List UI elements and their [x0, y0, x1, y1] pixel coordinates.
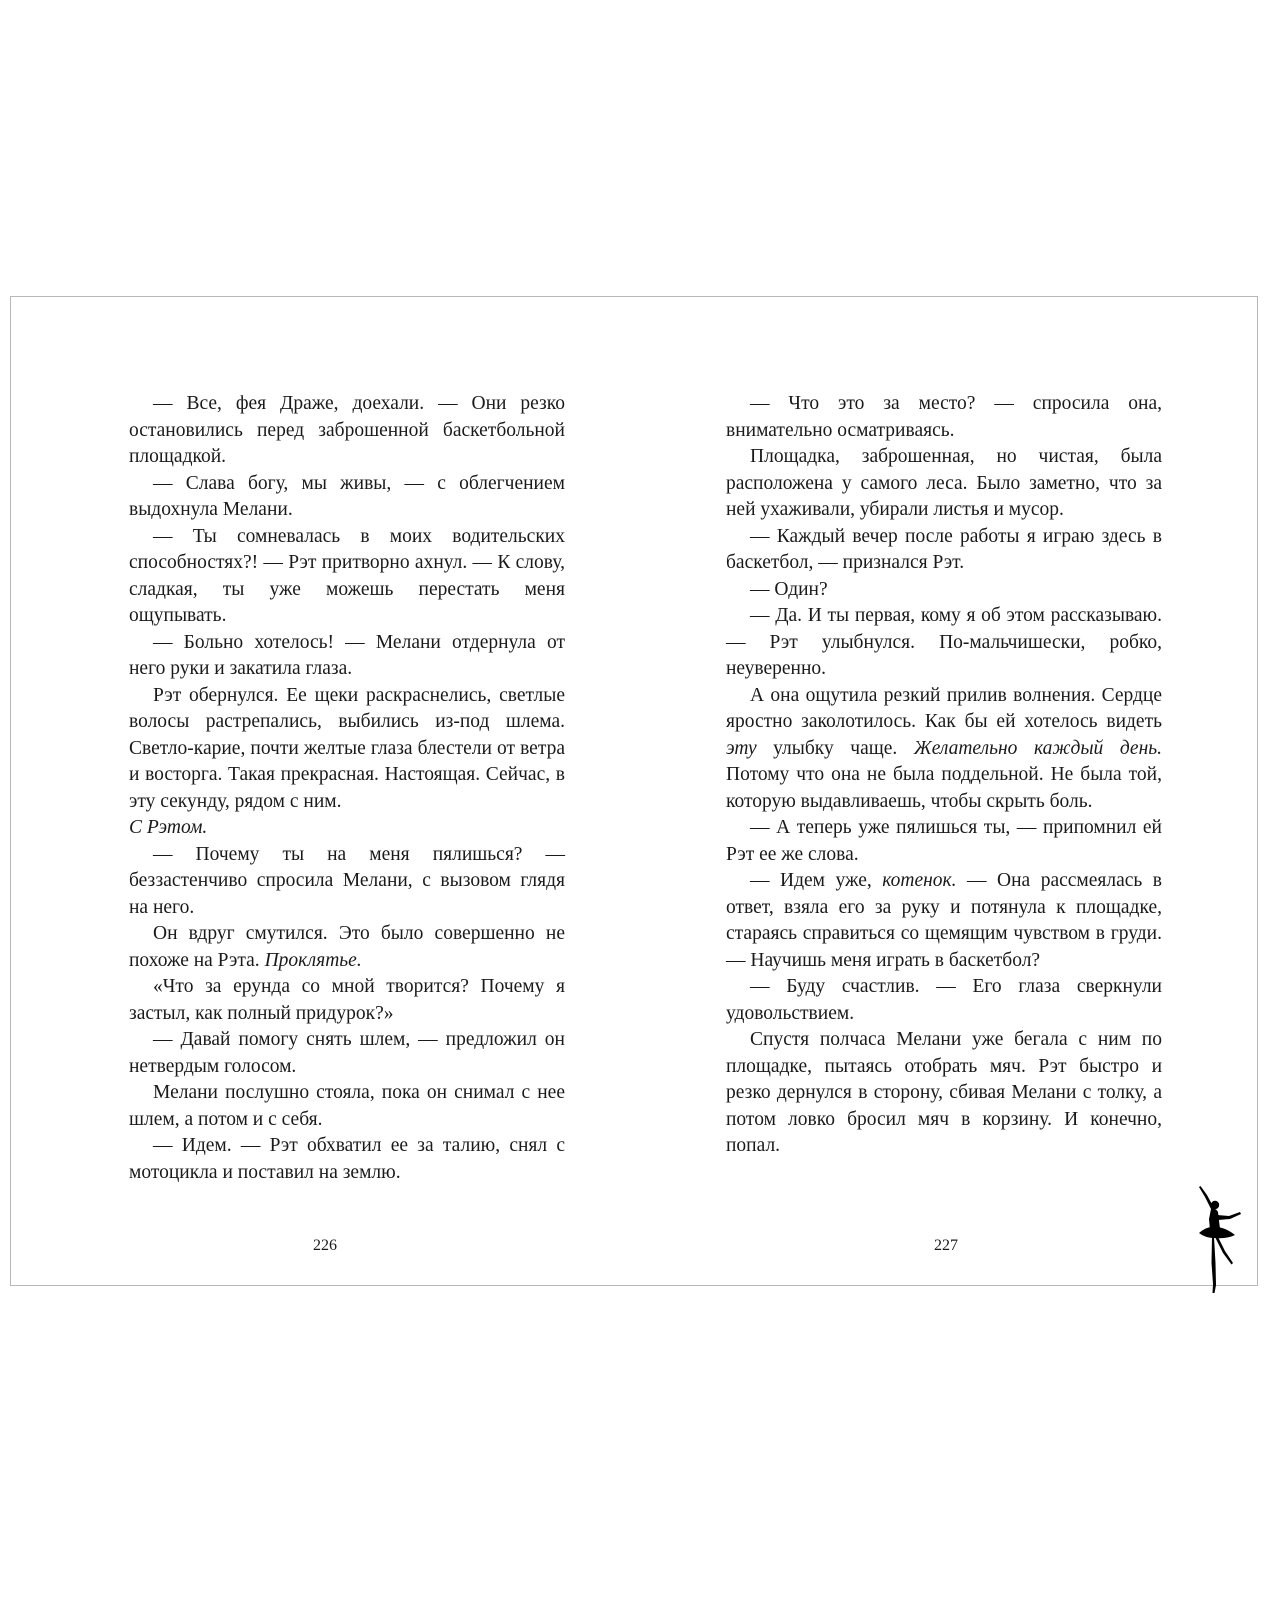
paragraph-text: Потому что она не была поддельной. Не была той, которую выдавливаешь, чтобы скрыть боль.: [726, 764, 1162, 812]
paragraph: «Что за ерунда со мной творится? Почему я застыл, как полный придурок?»: [129, 976, 565, 1024]
paragraph: — Один?: [750, 578, 828, 600]
paragraph-text: Рэт обернулся. Ее щеки раскраснелись, светлые волосы растрепались, выбились из-под шлема. Светло-карие, почти желтые глаза блестели от ветра и восторга. Такая прекрасная. Настоящая. Сейчас, в эту секунду, рядом с ним.: [129, 684, 565, 812]
paragraph: [129, 921, 565, 974]
paragraph: — Идем. — Рэт обхватил ее за талию, снял с мотоцикла и поставил на землю.: [129, 1135, 565, 1183]
paragraph: — Что это за место? — спросила она, внимательно осматриваясь.: [726, 393, 1162, 441]
paragraph: Спустя полчаса Мелани уже бегала с ним по площадке, пытаясь отобрать мяч. Рэт быстро и резко дернулся в сторону, сбивая Мелани с толку, а потом ловко бросил мяч в корзину. И конечно, попал.: [726, 1029, 1162, 1156]
page-number-left: 226: [313, 1237, 337, 1254]
paragraph: Мелани послушно стояла, пока он снимал с нее шлем, а потом и с себя.: [129, 1082, 565, 1130]
paragraph: — Почему ты на меня пялишься? — беззастенчиво спросила Мелани, с вызовом глядя на него.: [129, 843, 565, 918]
paragraph-text: А она ощутила резкий прилив волнения. Сердце яростно заколотилось. Как бы ей хотелось видеть: [726, 684, 1162, 732]
paragraph: — Все, фея Драже, доехали. — Они резко остановились перед заброшенной баскетбольной площадкой.: [129, 393, 565, 467]
paragraph-text: Он вдруг смутился. Это было совершенно не похоже на Рэта.: [129, 923, 565, 971]
paragraph: — Больно хотелось! — Мелани отдернула от него руки и закатила глаза.: [129, 631, 565, 679]
paragraph: — Каждый вечер после работы я играю здесь в баскетбол, — признался Рэт.: [726, 525, 1162, 573]
italic-text: Желательно каждый день.: [913, 737, 1163, 759]
italic-text: Проклятье.: [264, 949, 362, 971]
paragraph: [726, 868, 1162, 974]
book-spread: [10, 296, 1258, 1286]
paragraph: — Слава богу, мы живы, — с облегчением выдохнула Мелани.: [129, 472, 565, 520]
paragraph: — Да. И ты первая, кому я об этом рассказываю. — Рэт улыбнулся. По-мальчишески, робко, неуверенно.: [726, 605, 1162, 679]
paragraph-text: — Она рассмеялась в ответ, взяла его за руку и потянула к площадке, стараясь справиться со щемящим чувством в груди. — Научишь меня играть в баскетбол?: [726, 870, 1163, 971]
right-page-text: [726, 391, 1162, 1160]
left-page-text: [129, 391, 565, 1186]
paragraph-text: — Идем уже,: [750, 870, 872, 891]
paragraph-text: улыбку чаще.: [773, 737, 898, 759]
italic-text: С Рэтом.: [129, 817, 208, 838]
paragraph: [726, 683, 1162, 816]
ballerina-silhouette-icon: [1185, 1185, 1243, 1295]
paragraph: — Ты сомневалась в моих водительских способностях?! — Рэт притворно ахнул. — К слову, сладкая, ты уже можешь перестать меня ощупывать.: [129, 525, 565, 626]
paragraph: — А теперь уже пялишься ты, — припомнил ей Рэт ее же слова.: [726, 817, 1162, 865]
paragraph: [129, 683, 565, 842]
italic-text: котенок.: [882, 870, 957, 891]
paragraph: Площадка, заброшенная, но чистая, была расположена у самого леса. Было заметно, что за ней ухаживали, убирали листья и мусор.: [726, 446, 1162, 520]
page-number-right: 227: [934, 1237, 958, 1254]
paragraph: — Буду счастлив. — Его глаза сверкнули удовольствием.: [726, 976, 1162, 1024]
italic-text: эту: [726, 737, 757, 759]
paragraph: — Давай помогу снять шлем, — предложил он нетвердым голосом.: [129, 1029, 565, 1077]
